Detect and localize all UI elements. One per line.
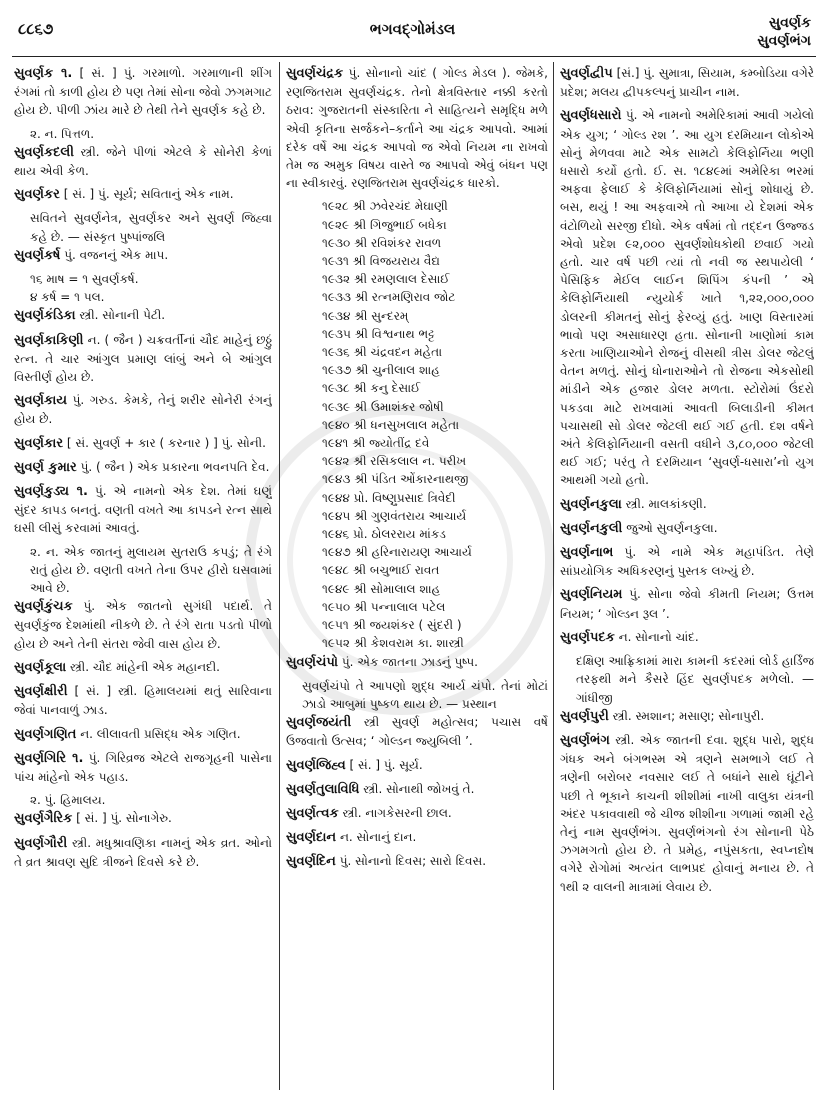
dictionary-entry xyxy=(560,543,814,580)
column-divider-2 xyxy=(553,62,554,1090)
entry-headword: સુવર્ણજિહ્વ xyxy=(286,757,346,773)
dictionary-entry xyxy=(14,125,272,143)
dictionary-entry xyxy=(560,585,814,622)
dictionary-entry xyxy=(286,234,548,252)
dictionary-entry xyxy=(286,197,548,215)
entry-definition: સ્ત્રી. મધુશ્રાવણિકા નામનું એક વ્રત. ઓનો તે વ્રત શ્રાવણ સુદિ ત્રીજને દિવસે કરે છે. xyxy=(14,835,272,869)
dictionary-entry xyxy=(286,828,548,847)
entry-definition: ન. લીલાવતી પ્રસિદ્ધ એક ગણિત. xyxy=(80,726,241,741)
entry-definition: ન. સોનાનો ચાંદ. xyxy=(618,629,699,644)
dictionary-entry xyxy=(286,598,548,616)
entry-headword: સુવર્ણકર xyxy=(14,187,60,203)
entry-definition: ૨. ન. પિત્તળ. xyxy=(30,126,95,141)
dictionary-entry xyxy=(286,804,548,823)
column-2 xyxy=(286,64,548,1088)
entry-headword: સુવર્ણદિન xyxy=(286,854,336,870)
entry-definition: ૧૯૩૪ શ્રી સુન્દરમ્ xyxy=(322,308,409,323)
dictionary-entry xyxy=(286,361,548,379)
entry-definition: ૧૯૩૮ શ્રી કનુ દેસાઈ xyxy=(322,381,421,396)
entry-definition: સ્ત્રી. સોનાની પેટી. xyxy=(79,308,166,323)
dictionary-entry xyxy=(286,470,548,488)
column-divider-1 xyxy=(279,62,280,1090)
entry-definition: પું. વજનનું એક માપ. xyxy=(64,247,169,262)
entry-definition: સ્ત્રી. નાગકેસરની છાલ. xyxy=(342,805,452,820)
dictionary-entry xyxy=(286,780,548,799)
entry-definition: ૧૯૩૧ શ્રી વિજયરાય વૈદ્ય xyxy=(322,254,440,269)
dictionary-entry xyxy=(14,791,272,809)
entry-definition: દક્ષિણ આફ્રિકામાં મારા કામની કદરમાં લોર્ડ હાર્ડિંજ તરફથી મને કૈસરે હિંદ સુવર્ણપદક મળેલો. — ગાંધીજી xyxy=(576,654,814,705)
entry-definition: પું. ગરુડ. કેમકે, તેનું શરીર સોનેરી રંગનું હોય છે. xyxy=(14,393,272,427)
entry-headword: સુવર્ણપુરી xyxy=(560,708,609,724)
entry-definition: પું. સોનાનો દિવસ; સારો દિવસ. xyxy=(339,854,487,869)
entry-definition: [ સં. ] પું. સૂર્ય. xyxy=(349,757,423,772)
entry-headword: સુવર્ણભંગ xyxy=(560,732,610,748)
dictionary-entry xyxy=(14,288,272,306)
entry-definition: સ્ત્રી સુવર્ણ મહોત્સવ; પચાસ વર્ષે ઉજવાતો ઉત્સવ; ‘ ગોલ્ડન જ્યુબિલી ’. xyxy=(286,715,548,749)
entry-definition: ૧૯૨૯ શ્રી ગિજુભાઈ બધેકા xyxy=(322,217,447,232)
entry-definition: સ્ત્રી. માલકાંકણી. xyxy=(625,496,707,511)
dictionary-entry xyxy=(286,756,548,775)
dictionary-entry xyxy=(286,713,548,750)
entry-definition: સ્ત્રી. સ્મશાન; મસાણ; સોનાપુરી. xyxy=(612,708,765,723)
entry-definition: સ્ત્રી. જેને પીળાં એટલે કે સોનેરી કેળાં થાય એવી કેળ. xyxy=(14,144,272,179)
entry-definition: પું. સોના જેવો કીમતી નિયમ; ઉત્તમ નિયમ; ‘ ગોલ્ડન રૂલ ’. xyxy=(560,587,814,621)
entry-definition: પું. એ નામે એક મહાપંડિત. તેણે સાંપ્રયોગિક અધિકરણનું પુસ્તક લખ્યું છે. xyxy=(560,545,814,579)
entry-definition: ૧૯૨૮ શ્રી ઝવેરચંદ મેઘાણી xyxy=(322,199,448,214)
dictionary-entry xyxy=(286,288,548,306)
entry-headword: સુવર્ણગણિત xyxy=(14,726,77,742)
dictionary-entry xyxy=(14,682,272,719)
dictionary-entry xyxy=(14,749,272,786)
entry-headword: સુવર્ણકુંચક xyxy=(14,599,73,615)
entry-headword: સુવર્ણજયંતી xyxy=(286,715,352,731)
entry-definition: પું. ( જૈન ) એક પ્રકારના ભવનપતિ દેવ. xyxy=(80,459,270,474)
dictionary-entry xyxy=(286,434,548,452)
entry-definition: ૧૯૩૫ શ્રી વિશ્વનાથ ભટ્ટ xyxy=(322,326,435,341)
dictionary-entry xyxy=(14,391,272,428)
dictionary-entry xyxy=(14,434,272,453)
entry-definition: ૧૯૫૧ શ્રી જયશંકર ( સુંદરી ) xyxy=(322,618,462,633)
guide-word-last: સુવર્ણભંગ xyxy=(757,33,811,49)
dictionary-entry xyxy=(560,707,814,726)
entry-definition: ૧૯૪૪ પ્રો. વિષ્ણુપ્રસાદ ત્રિવેદી xyxy=(322,490,456,505)
dictionary-entry xyxy=(14,143,272,180)
dictionary-entry xyxy=(286,634,548,652)
entry-headword: સુવર્ણધસારો xyxy=(560,108,622,124)
entry-headword: સુવર્ણત્વક xyxy=(286,805,339,821)
dictionary-entry xyxy=(286,561,548,579)
entry-definition: પું. એ નામનો એક દેશ. તેમાં ઘણું સુંદર કાપડ બનતું. વણતી વખતે આ કાપડને રત્ન સાથે ઘસી લીસું કરવામાં આવતું. xyxy=(14,484,272,536)
entry-definition: ૧૯૪૨ શ્રી રસિકલાલ ન. પરીખ xyxy=(322,454,467,469)
dictionary-entry xyxy=(286,452,548,470)
dictionary-entry xyxy=(14,270,272,288)
dictionary-entry xyxy=(286,398,548,416)
entry-definition: જુઓ સુવર્ણનકુલા. xyxy=(626,520,718,535)
entry-headword: સુવર્ણક્ષીરી xyxy=(14,684,68,700)
entry-headword: સુવર્ણક ૧. xyxy=(14,66,73,81)
dictionary-entry xyxy=(14,306,272,325)
entry-definition: ૪ કર્ષ = ૧ પલ. xyxy=(30,290,105,305)
dictionary-entry xyxy=(286,270,548,288)
dictionary-entry xyxy=(286,580,548,598)
dictionary-entry xyxy=(14,482,272,538)
dictionary-entry xyxy=(286,677,548,713)
entry-definition: સ્ત્રી. ચૌદ માંહેની એક મહાનદી. xyxy=(69,659,220,674)
dictionary-entry xyxy=(286,64,548,192)
entry-definition: [ સં. ] પું. સૂર્ય; સવિતાનું એક નામ. xyxy=(63,187,234,202)
entry-definition: પું. ગિરિવ્રજ એટલે રાજગૃહની પાસેના પાંચ માંહેનો એક પહાડ. xyxy=(14,750,272,784)
dictionary-entry xyxy=(560,106,814,489)
dictionary-entry xyxy=(560,628,814,647)
entry-definition: સવિતને સુવર્ણનેત્ર, સુવર્ણકર અને સુવર્ણ જિહ્વા કહે છે. — સંસ્કૃત પુષ્પાંજલિ xyxy=(30,211,272,244)
dictionary-entry xyxy=(286,525,548,543)
column-3 xyxy=(560,64,814,1088)
dictionary-entry xyxy=(14,543,272,598)
entry-definition: ૧૯૪૫ શ્રી ગુણવંતરાય આચાર્ય xyxy=(322,508,467,523)
entry-headword: સુવર્ણકાકિણી xyxy=(14,332,84,348)
entry-definition: ૧૯૩૯ શ્રી ઉમાશંકર જોષી xyxy=(322,399,444,414)
dictionary-entry xyxy=(14,834,272,871)
page-title: ભગવદ્ગોમંડલ xyxy=(369,20,456,38)
entry-definition: ૧૯૪૭ શ્રી હરિનારાયણ આચાર્ય xyxy=(322,545,472,560)
entry-definition: ૨. પું. હિમાલય. xyxy=(30,793,106,808)
dictionary-entry xyxy=(560,652,814,707)
entry-definition: પું. સોનાનો ચાંદ ( ગોલ્ડ મેડલ ). જેમકે, રણજિતરામ સુવર્ણચંદ્રક. તેનો ક્ષેત્રવિસ્તાર નક્કી કરતો ઠરાવ: ગુજરાતની સંસ્કારિતા ને સાહિત્યને સમૃદ્ધિ મળે એવી કૃતિના સર્જકને–કર્તાને આ ચંદ્રક આપવો. આમાં દરેક વર્ષે આ ચંદ્રક આપવો જ એવો નિયમ ના રાખવો તેમ જ અમુક વિષય વાસ્તે જ આપવો એવું બંધન પણ ના સ્વીકારવું. રણજિતરામ સુવર્ણચંદ્રક ધારકો. xyxy=(286,66,548,191)
entry-definition: પું. એ નામનો અમેરિકામાં આવી ગયેલો એક યુગ; ‘ ગોલ્ડ રશ ’. આ યુગ દરમિયાન લોકોએ સોનું મેળવવા માટે એક સામટો કેલિફોર્નિયા ભણી ધસારો કર્યો હતો. ઈ. સ. ૧૮૪૯માં અમેરિકા ભરમાં અફવા ફેલાઈ કે કેલિફોર્નિયામાં સોનું શોધાયું છે. બસ, થયું ! આ અફવાએ તો આખા યે દેશમાં એક વંટોળિયો સરજી દીધો. એક વર્ષમાં તો તદ્દન ઉજ્જડ એવો પ્રદેશ ૯૨,૦૦૦ સુવર્ણશોધકોથી છવાઈ ગયો હતો. ચાર વર્ષ પછી ત્યાં તો નવી જ સ્થપાયેલી ‘ પેસિફિક મેઈલ લાઈન શિપિંગ કંપની ’ એ કેલિફોર્નિયાથી ન્યુયોર્ક ખાતે ૧,૨૨,૦૦૦,૦૦૦ ડોલરની કીમતનું સોનું ફેરવ્યું હતું. ખાણ વિસ્તારમાં ભાવો પણ અસાધારણ હતા. સોનાની ખાણોમાં કામ કરતા ખાણિયાઓને રોજનું વીસથી ત્રીસ ડોલર જેટલું વેતન મળતું. સોનું ધોનારાઓને તો રોજના એકસોથી માંડીને એક હજાર ડોલર મળતા. સ્ટોરોમાં ઉંદરો પકડવા માટે રાખવામાં આવતી બિલાડીની કીમત પચાસથી સો ડોલર જેટલી થઈ ગઈ હતી. દશ વર્ષને અંતે કેલિફોર્નિયાની વસતી વધીને ૩,૮૦,૦૦૦ જેટલી થઈ ગઈ; પરંતુ તે દરમિયાન ‘સુવર્ણ-ધસારા’નો યુગ આથમી ગયો હતો. xyxy=(560,108,814,488)
entry-headword: સુવર્ણપદક xyxy=(560,629,615,645)
entry-headword: સુવર્ણનકુલી xyxy=(560,520,623,536)
entry-headword: સુવર્ણકંડિકા xyxy=(14,308,76,324)
entry-headword: સુવર્ણ કુમાર xyxy=(14,459,77,475)
guide-word-first: સુવર્ણક xyxy=(768,15,811,31)
entry-definition: સ્ત્રી. એક જાતની દવા. શુદ્ધ પારો, શુદ્ધ ગંધક અને બંગભસ્મ એ ત્રણને સમભાગે લઈ તે ત્રણેની બરોબર નવસાર લઈ તે બધાંને સાથે ઘૂંટીને પછી તે ભૂકાને કાચની શીશીમાં નાખી વાલુકા યંત્રની અંદર પકાવવાથી જે ચીજ શીશીના ગળામાં જામી રહે તેનું નામ સુવર્ણભંગ. સુવર્ણભંગનો રંગ સોનાની પેઠે ઝગમગતો હોય છે. તે પ્રમેહ, નપુંસકતા, સ્વપ્નદોષ વગેરે રોગોમાં અત્યંત લાભપ્રદ હોવાનું મનાય છે. તે ૧થી ૨ વાલની માત્રામાં લેવાય છે. xyxy=(560,732,814,894)
entry-definition: ૧૯૩૦ શ્રી રવિશંકર રાવળ xyxy=(322,235,442,250)
entry-definition: સુવર્ણચંપો તે આપણો શુદ્ધ આર્ય ચંપો. તેનાં મોટાં ઝાડો આબુમાં પુષ્કળ થાય છે. — પ્રસ્થાન xyxy=(302,678,548,711)
entry-definition: ૧૯૩૨ શ્રી રમણલાલ દેસાઈ xyxy=(322,272,450,287)
column-1 xyxy=(14,64,272,1088)
entry-definition: સ્ત્રી. સોનાથી જોખવું તે. xyxy=(363,781,475,796)
entry-headword: સુવર્ણકુડ્ય ૧. xyxy=(14,484,88,500)
entry-definition: ૧૯૪૩ શ્રી પંડિત ઓંકારનાથજી xyxy=(322,472,469,487)
entry-definition: [ સં. ] સ્ત્રી. હિમાલયમાં થતું સારિવાના જેવાં પાનવાળું ઝાડ. xyxy=(14,684,272,718)
entry-headword: સુવર્ણકાર xyxy=(14,435,64,451)
dictionary-entry xyxy=(286,543,548,561)
entry-definition: ૧૯૪૬ પ્રો. ઠોલરરાય માંકડ xyxy=(322,527,446,542)
entry-definition: ૧૯૫૦ શ્રી પન્નાલાલ પટેલ xyxy=(322,599,446,614)
dictionary-entry xyxy=(560,64,814,101)
dictionary-entry xyxy=(14,331,272,387)
dictionary-entry xyxy=(560,731,814,896)
entry-definition: ૧૯૩૬ શ્રી ચંદ્રવદન મહેતા xyxy=(322,345,443,360)
dictionary-entry xyxy=(286,616,548,634)
page-header xyxy=(0,0,825,58)
entry-definition: ૧૯૪૦ શ્રી ધનસુખલાલ મહેતા xyxy=(322,417,460,432)
entry-headword: સુવર્ણગૈરિક xyxy=(14,811,73,827)
header-rule xyxy=(12,56,816,57)
entry-headword: સુવર્ણદ્વીપ xyxy=(560,66,613,81)
entry-definition: [ સં. ] પું. ગરમાળો. ગરમાળાની શીંગ રંગમાં તો કાળી હોય છે પણ તેમાં સોના જેવો ઝગમગાટ હોય છે. પીળી ઝાંય મારે છે તેથી તેને સુવર્ણક કહે છે. xyxy=(14,66,272,118)
entry-headword: સુવર્ણદાન xyxy=(286,830,337,846)
dictionary-entry xyxy=(286,507,548,525)
entry-headword: સુવર્ણકર્ષ xyxy=(14,247,61,263)
dictionary-entry xyxy=(14,246,272,265)
entry-headword: સુવર્ણચંદ્રક xyxy=(286,66,344,81)
dictionary-entry xyxy=(14,458,272,477)
dictionary-entry xyxy=(560,495,814,514)
entry-definition: [સં.] પું. સુમાત્રા, સિયામ, કમ્બોડિયા વગેરે પ્રદેશ; મલય દ્વીપકલ્પનું પ્રાચીન નામ. xyxy=(560,66,814,100)
dictionary-entry xyxy=(14,185,272,204)
entry-headword: સુવર્ણકાય xyxy=(14,393,67,409)
entry-headword: સુવર્ણગિરિ ૧. xyxy=(14,750,84,766)
dictionary-entry xyxy=(14,658,272,677)
entry-definition: ન. સોનાનું દાન. xyxy=(339,830,417,845)
dictionary-entry xyxy=(286,307,548,325)
dictionary-entry xyxy=(14,725,272,744)
dictionary-entry xyxy=(560,519,814,538)
dictionary-entry xyxy=(14,597,272,653)
entry-headword: સુવર્ણનિયમ xyxy=(560,587,623,603)
guide-words xyxy=(757,14,811,50)
entry-headword: સુવર્ણચંપો xyxy=(286,654,339,670)
entry-definition: [ સં. ] પું. સોનાગેરુ. xyxy=(76,811,172,826)
dictionary-entry xyxy=(14,209,272,245)
entry-definition: ૨. ન. એક જાતનું મુલાયમ સુતરાઉ કપડું; તે રંગે રાતું હોય છે. વણતી વખતે તેના ઉપર હીરો ઘસવામાં આવે છે. xyxy=(30,544,272,596)
entry-definition: ૧૯૩૭ શ્રી ચુનીલાલ શાહ xyxy=(322,363,440,378)
entry-definition: પું. એક જાતનો સુગંધી પદાર્થ. તે સુવર્ણકુંજ દેશમાંથી નીકળે છે. તે રંગે રાતા પડતો પીળો હોય છે અને તેની સંતરા જેવી વાસ હોય છે. xyxy=(14,599,272,651)
dictionary-entry xyxy=(286,852,548,871)
entry-definition: ૧૯૪૯ શ્રી સોમાલાલ શાહ xyxy=(322,581,441,596)
dictionary-entry xyxy=(14,809,272,828)
entry-definition: ૧૯૫૨ શ્રી કેશવરામ કા. શાસ્ત્રી xyxy=(322,636,464,651)
entry-definition: પું. એક જાતના ઝાડનું પુષ્પ. xyxy=(341,654,478,669)
dictionary-entry xyxy=(14,64,272,120)
entry-definition: [ સં. સુવર્ણ + કાર ( કરનાર ) ] પું. સોની. xyxy=(66,435,266,450)
entry-definition: ૧૯૪૧ શ્રી જ્યોતીંદ્ર દવે xyxy=(322,436,430,451)
entry-headword: સુવર્ણતુલાવિધિ xyxy=(286,781,360,797)
dictionary-entry xyxy=(286,653,548,672)
dictionary-entry xyxy=(286,325,548,343)
entry-headword: સુવર્ણનાભ xyxy=(560,545,614,561)
entry-definition: ૧૬ માષ = ૧ સુવર્ણકર્ષ. xyxy=(30,272,139,287)
dictionary-entry xyxy=(286,489,548,507)
dictionary-entry xyxy=(286,416,548,434)
entry-headword: સુવર્ણકૂલા xyxy=(14,659,67,675)
dictionary-entry xyxy=(286,343,548,361)
entry-headword: સુવર્ણકદલી xyxy=(14,144,74,160)
entry-definition: ૧૯૩૩ શ્રી રત્નમણિરાવ જોટ xyxy=(322,290,456,305)
dictionary-entry xyxy=(286,216,548,234)
entry-definition: ૧૯૪૮ શ્રી બચુભાઈ રાવત xyxy=(322,563,440,578)
dictionary-entry xyxy=(286,379,548,397)
entry-headword: સુવર્ણગૌરી xyxy=(14,835,68,851)
entry-definition: ન. ( જૈન ) ચક્રવર્તીનાં ચૌદ માહેનું છઠ્ઠું રત્ન. તે ચાર આંગુલ પ્રમાણ લાંબું અને બે આંગુલ વિસ્તીર્ણ હોય છે. xyxy=(14,332,272,385)
entry-headword: સુવર્ણનકુલા xyxy=(560,496,622,512)
page-number: ૮૮૬૭ xyxy=(18,20,54,38)
dictionary-entry xyxy=(286,252,548,270)
